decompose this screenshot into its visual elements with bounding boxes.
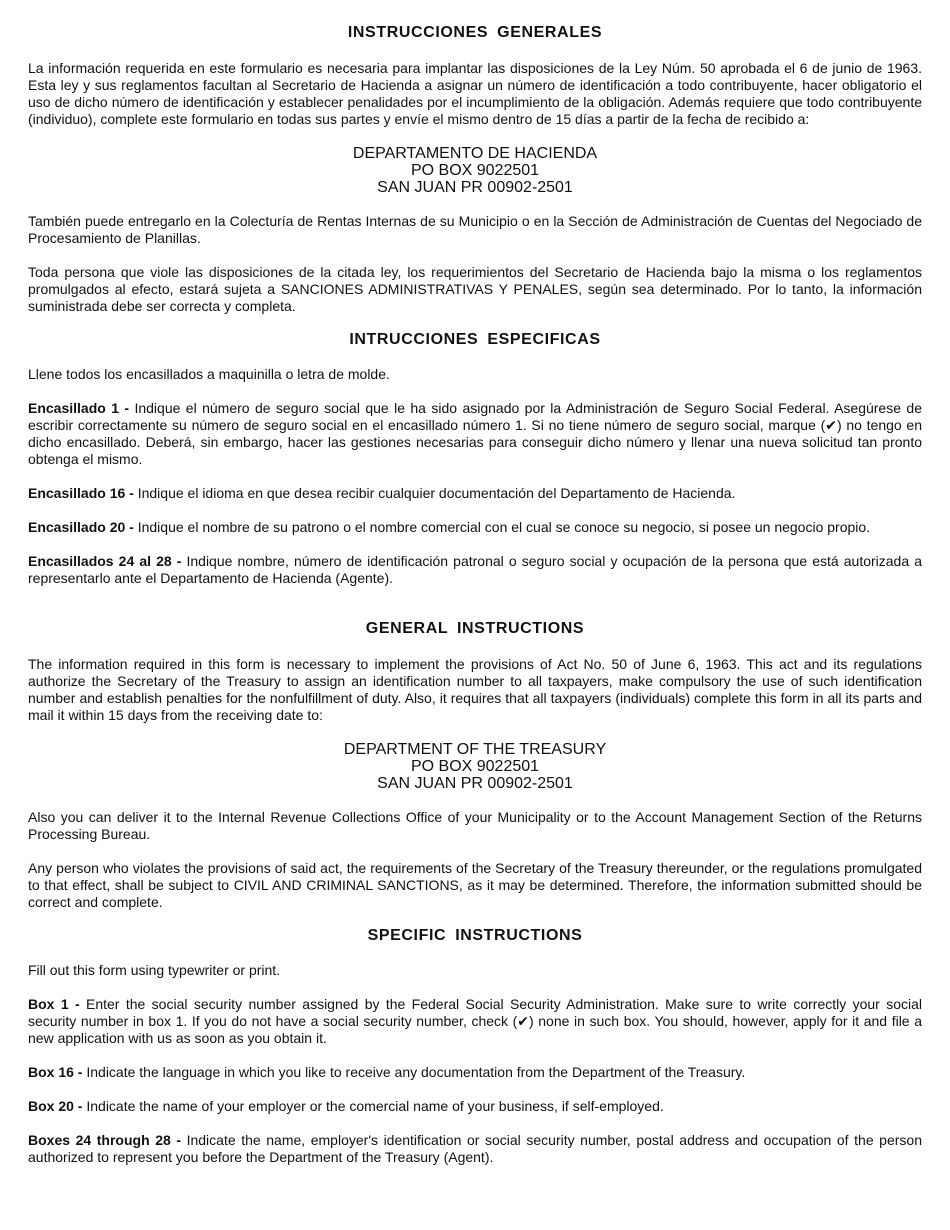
address-line: SAN JUAN PR 00902-2501 <box>377 775 573 792</box>
spanish-general-heading: INSTRUCCIONES GENERALES <box>347 24 603 41</box>
address-line: SAN JUAN PR 00902-2501 <box>377 179 573 196</box>
address-line: DEPARTAMENTO DE HACIENDA <box>352 145 598 162</box>
box-label: Boxes 24 through 28 - <box>28 1132 182 1148</box>
english-mailing-address <box>28 741 922 792</box>
address-line: PO BOX 9022501 <box>410 758 540 775</box>
spanish-box1-instruction <box>28 400 922 468</box>
box-text: Indicate the name, employer's identification or social security number, postal address and occupation of the person authorized to represent you before the Department of the Treasury (Agent). <box>28 1132 922 1165</box>
box-label: Box 16 - <box>28 1064 83 1080</box>
english-box1-instruction <box>28 996 922 1047</box>
address-line: DEPARTMENT OF THE TREASURY <box>343 741 607 758</box>
box-text: Indique el idioma en que desea recibir cualquier documentación del Departamento de Hacienda. <box>133 485 736 501</box>
english-delivery-paragraph: Also you can deliver it to the Internal Revenue Collections Office of your Municipality or to the Account Management Section of the Returns Processing Bureau. <box>28 809 922 842</box>
box-label: Encasillado 20 - <box>28 519 134 535</box>
english-intro-paragraph: The information required in this form is necessary to implement the provisions of Act No. 50 of June 6, 1963. This act and its regulations authorize the Secretary of the Treasury to assign an identification number to all taxpayers, make compulsory the use of such identification number and establish penalties for the nonfulfillment of duty. Also, it requires that all taxpayers (individuals) complete this form in all its parts and mail it within 15 days from the receiving date to: <box>28 656 922 723</box>
spanish-intro-paragraph: La información requerida en este formulario es necesaria para implantar las disposiciones de la Ley Núm. 50 aprobada el 6 de junio de 1963. Esta ley y sus reglamentos facultan al Secretario de Hacienda a asignar un número de identificación a todo contribuyente, hacer obligatorio el uso de dicho número de identificación y establecer penalidades por el incumplimiento de la obligación. Además requiere que todo contribuyente (individuo), complete este formulario en todas sus partes y envíe el mismo dentro de 15 días a partir de la fecha de recibido a: <box>28 60 922 127</box>
english-general-heading: GENERAL INSTRUCTIONS <box>365 620 585 637</box>
english-box16-instruction <box>28 1064 922 1081</box>
spanish-box24-instruction <box>28 553 922 587</box>
instructions-page <box>28 24 922 1166</box>
spanish-box20-instruction <box>28 519 922 536</box>
box-text: Indique el nombre de su patrono o el nombre comercial con el cual se conoce su negocio, si posee un negocio propio. <box>133 519 871 535</box>
box-text: Indicate the language in which you like to receive any documentation from the Department of the Treasury. <box>82 1064 746 1080</box>
spanish-sanctions-paragraph: Toda persona que viole las disposiciones de la citada ley, los requerimientos del Secretario de Hacienda bajo la misma o los reglamentos promulgados al efecto, estará sujeta a SANCIONES ADMINISTRATIVAS Y PENALES, según sea determinado. Por lo tanto, la información suministrada debe ser correcta y completa. <box>28 264 922 314</box>
box-label: Box 1 - <box>28 996 80 1012</box>
box-label: Encasillado 16 - <box>28 485 134 501</box>
address-line: PO BOX 9022501 <box>410 162 540 179</box>
box-text: Indique nombre, número de identificación patronal o seguro social y ocupación de la persona que está autorizada a representarlo ante el Departamento de Hacienda (Agente). <box>28 553 922 586</box>
box-text: Enter the social security number assigned by the Federal Social Security Administration. Make sure to write correctly your social security number in box 1. If you do not have a social security number, check (✔) none in such box. You should, however, apply for it and file a new application with us as soon as you obtain it. <box>28 996 922 1046</box>
spanish-specific-heading: INTRUCCIONES ESPECIFICAS <box>349 331 601 348</box>
english-fill-out-paragraph: Fill out this form using typewriter or print. <box>28 962 281 978</box>
box-text: Indique el número de seguro social que le ha sido asignado por la Administración de Seguro Social Federal. Asegúrese de escribir correctamente su número de seguro social en el encasillado número 1. Si no tiene número de seguro social, marque (✔) no tengo en dicho encasillado. Deberá, sin embargo, hacer las gestiones necesarias para conseguir dicho número y llenar una nueva solicitud tan pronto obtenga el mismo. <box>28 400 922 467</box>
box-label: Encasillado 1 - <box>28 400 130 416</box>
english-box20-instruction <box>28 1098 922 1115</box>
spanish-delivery-paragraph: También puede entregarlo en la Colecturía de Rentas Internas de su Municipio o en la Sección de Administración de Cuentas del Negociado de Procesamiento de Planillas. <box>28 213 922 246</box>
box-label: Encasillados 24 al 28 - <box>28 553 182 569</box>
spanish-mailing-address <box>28 145 922 196</box>
spanish-fill-out-paragraph: Llene todos los encasillados a maquinilla o letra de molde. <box>28 366 390 382</box>
english-sanctions-paragraph: Any person who violates the provisions of said act, the requirements of the Secretary of the Treasury thereunder, or the regulations promulgated to that effect, shall be subject to CIVIL AND CRIMINAL SANCTIONS, as it may be determined. Therefore, the information submitted should be correct and complete. <box>28 860 922 910</box>
spanish-box16-instruction <box>28 485 922 502</box>
box-text: Indicate the name of your employer or the comercial name of your business, if self-employed. <box>82 1098 664 1114</box>
box-label: Box 20 - <box>28 1098 83 1114</box>
english-box24-instruction <box>28 1132 922 1166</box>
english-specific-heading: SPECIFIC INSTRUCTIONS <box>367 927 583 944</box>
